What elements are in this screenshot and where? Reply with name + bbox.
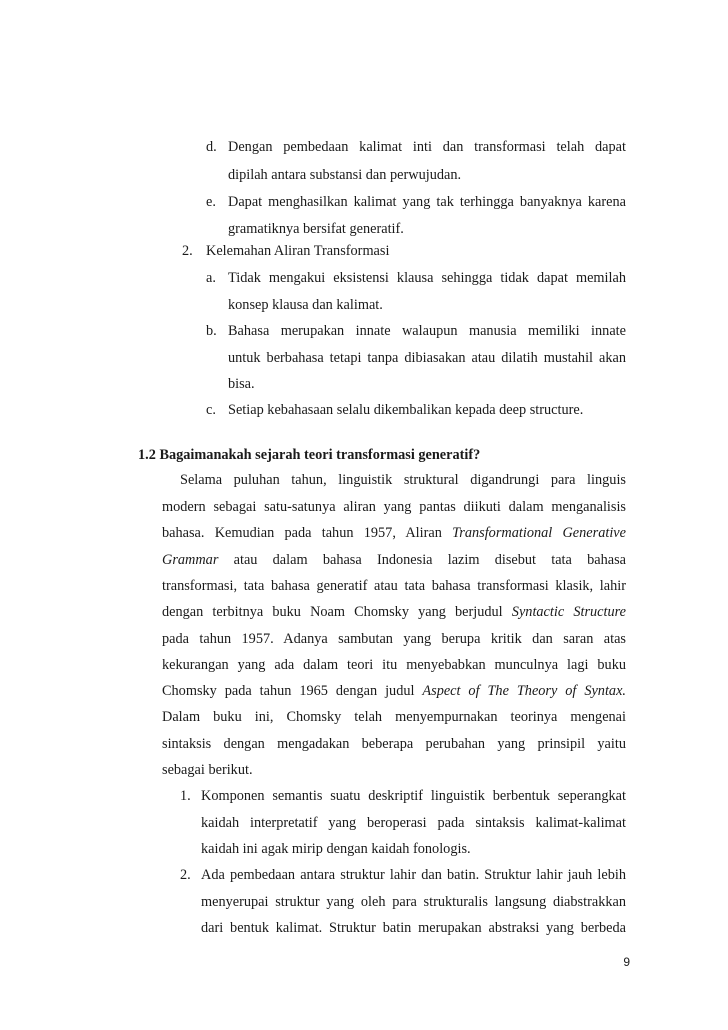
list-label-2: 2. [182, 243, 193, 259]
paragraph-line: Selama puluhan tahun, linguistik struktural digandrungi para linguis [180, 472, 626, 488]
paragraph-line: Dalam buku ini, Chomsky telah menyempurnakan teorinya mengenai [162, 709, 626, 725]
list-item-b-line: Bahasa merupakan innate walaupun manusia memiliki innate [228, 323, 626, 339]
list-item-b-line: untuk berbahasa tetapi tanpa dibiasakan atau dilatih mustahil akan [228, 350, 626, 366]
list-item-2-line: dari bentuk kalimat. Struktur batin merupakan abstraksi yang berbeda [201, 920, 626, 936]
list-item-d-line: dipilah antara substansi dan perwujudan. [228, 167, 462, 183]
list-item-c-line: Setiap kebahasaan selalu dikembalikan kepada deep structure. [228, 402, 584, 418]
list-label-d: d. [206, 139, 217, 155]
paragraph-line: dengan terbitnya buku Noam Chomsky yang berjudul Syntactic Structure [162, 604, 627, 620]
paragraph-line: Chomsky pada tahun 1965 dengan judul Aspect of The Theory of Syntax. [162, 683, 626, 699]
list-item-1-line: Komponen semantis suatu deskriptif linguistik berbentuk seperangkat [201, 788, 626, 804]
list-item-e-line: Dapat menghasilkan kalimat yang tak terhingga banyaknya karena [228, 194, 626, 210]
list-label-a: a. [206, 270, 216, 286]
paragraph-line: sintaksis dengan mengadakan beberapa perubahan yang prinsipil yaitu [162, 736, 626, 752]
list-label-b: b. [206, 323, 217, 339]
list-item-a-line: Tidak mengakui eksistensi klausa sehingga tidak dapat memilah [228, 270, 626, 286]
paragraph-line: bahasa. Kemudian pada tahun 1957, Aliran Transformational Generative [162, 525, 626, 541]
list-item-1-line: kaidah ini agak mirip dengan kaidah fonologis. [201, 841, 471, 857]
list-item-e-line: gramatiknya bersifat generatif. [228, 221, 404, 237]
paragraph-line: Grammar atau dalam bahasa Indonesia lazim disebut tata bahasa [162, 552, 626, 568]
list-item-a-line: konsep klausa dan kalimat. [228, 297, 383, 313]
list-label-e: e. [206, 194, 216, 210]
paragraph-line: sebagai berikut. [162, 762, 253, 778]
page-number: 9 [623, 955, 630, 969]
list-item-2-line: menyerupai struktur yang oleh para strukturalis langsung diabstrakkan [201, 894, 626, 910]
list-item-2-line: Ada pembedaan antara struktur lahir dan batin. Struktur lahir jauh lebih [201, 867, 626, 883]
paragraph-line: modern sebagai satu-satunya aliran yang pantas diikuti dalam menganalisis [162, 499, 626, 515]
paragraph-line: kekurangan yang ada dalam teori itu menyebabkan munculnya lagi buku [162, 657, 626, 673]
list-label-2: 2. [180, 867, 191, 883]
paragraph-line: transformasi, tata bahasa generatif atau tata bahasa transformasi klasik, lahir [162, 578, 626, 594]
list-item-2-text: Kelemahan Aliran Transformasi [206, 243, 390, 259]
list-item-b-line: bisa. [228, 376, 255, 392]
paragraph-line: pada tahun 1957. Adanya sambutan yang berupa kritik dan saran atas [162, 631, 626, 647]
list-label-c: c. [206, 402, 216, 418]
section-heading: 1.2 Bagaimanakah sejarah teori transformasi generatif? [138, 447, 481, 463]
list-label-1: 1. [180, 788, 191, 804]
list-item-1-line: kaidah interpretatif yang beroperasi pada sintaksis kalimat-kalimat [201, 815, 626, 831]
list-item-d-line: Dengan pembedaan kalimat inti dan transformasi telah dapat [228, 139, 626, 155]
